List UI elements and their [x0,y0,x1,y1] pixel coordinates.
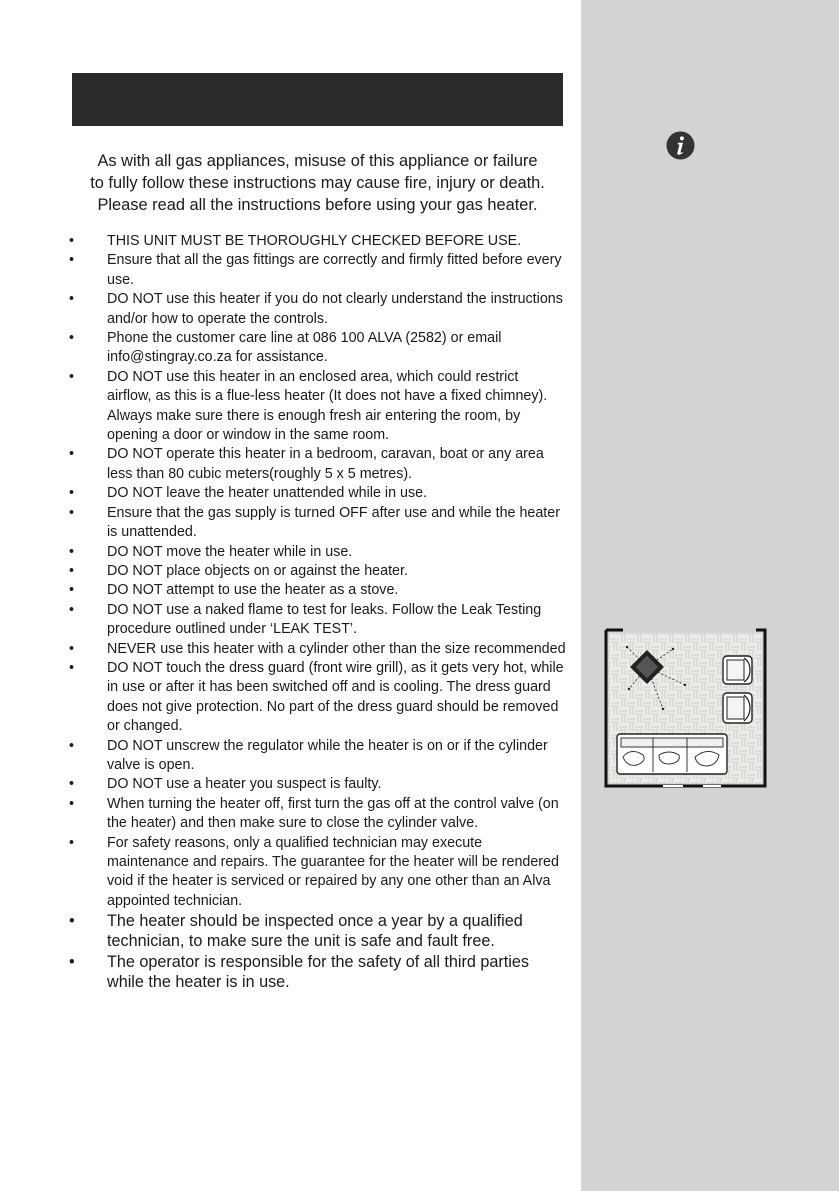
list-item-text: DO NOT move the heater while in use. [107,543,353,560]
list-item-text: DO NOT attempt to use the heater as a stove. [107,582,399,599]
intro-line: As with all gas appliances, misuse of this appliance or failure [97,152,538,170]
list-item [66,445,566,484]
bullet-dot: • [69,776,75,793]
bullet-dot: • [69,834,75,851]
bullet-dot: • [69,504,75,521]
bullet-dot: • [69,368,75,385]
info-icon [666,131,695,160]
bullet-dot: • [69,291,75,308]
list-item-text: The operator is responsible for the safety of all third parties while the heater is in use. [107,952,529,991]
list-item [66,251,566,290]
bullet-dot: • [69,795,75,812]
bullet-dot: • [69,330,75,347]
bullet-dot: • [69,543,75,560]
room-layout-diagram [603,627,768,790]
bullet-dot: • [69,446,75,463]
list-item [66,795,566,834]
list-item [66,562,566,581]
list-item-text: Ensure that all the gas fittings are correctly and firmly fitted before every use. [107,252,562,288]
bullet-dot: • [69,485,75,502]
list-item-text: DO NOT use a naked flame to test for leaks. Follow the Leak Testing procedure outlined under ‘LEAK TEST’. [107,601,542,638]
list-item [66,737,566,776]
bullet-dot: • [69,252,75,269]
list-item-text: DO NOT leave the heater unattended while in use. [107,485,428,502]
list-item-text: THIS UNIT MUST BE THOROUGHLY CHECKED BEFORE USE. [107,233,522,249]
list-item-text: For safety reasons, only a qualified technician may execute maintenance and repairs. The guarantee for the heater will be rendered void if the heater is serviced or repaired by any one other than an Alva appointed technician. [107,834,559,909]
intro-line: Please read all the instructions before using your gas heater. [97,196,538,214]
bullet-dot: • [69,659,75,676]
list-item [66,775,566,794]
section-header-bar [72,73,563,126]
list-item-text: DO NOT use a heater you suspect is faulty. [107,776,382,793]
list-item [66,329,566,368]
intro-warning [72,150,563,216]
bullet-dot: • [69,952,75,971]
list-item [66,834,566,912]
bullet-dot: • [69,233,75,249]
list-item [66,290,566,329]
bullet-dot: • [69,912,75,931]
list-item-text: DO NOT operate this heater in a bedroom, caravan, boat or any area less than 80 cubic meters(roughly 5 x 5 metres). [107,446,544,482]
list-item [66,232,566,251]
list-item [66,484,566,503]
list-item-text: Phone the customer care line at 086 100 ALVA (2582) or email info@stingray.co.za for assistance. [107,330,502,366]
list-item-text: DO NOT use this heater in an enclosed area, which could restrict airflow, as this is a flue-less heater (It does not have a fixed chimney). Always make sure there is enough fresh air entering the room, by opening a door or window in the same room. [107,368,548,444]
list-item [66,543,566,562]
list-item [66,504,566,543]
list-item [66,911,566,951]
list-item [66,601,566,640]
list-item-text: DO NOT touch the dress guard (front wire grill), as it gets very hot, while in use or after it has been switched off and is cooling. The dress guard does not give protection. No part of the dress guard should be removed or changed. [107,659,564,735]
bullet-dot: • [69,562,75,579]
list-item [66,952,566,992]
safety-instructions-list [66,232,566,992]
list-item-text: Ensure that the gas supply is turned OFF after use and while the heater is unattended. [107,504,560,541]
intro-line: to fully follow these instructions may cause fire, injury or death. [90,174,545,192]
bullet-dot: • [69,737,75,754]
bullet-dot: • [69,601,75,618]
list-item [66,640,566,659]
list-item-text: The heater should be inspected once a year by a qualified technician, to make sure the unit is safe and fault free. [107,912,523,951]
sidebar-panel [581,0,839,1191]
bullet-dot: • [69,640,75,657]
list-item-text: DO NOT place objects on or against the heater. [107,562,408,579]
list-item-text: DO NOT use this heater if you do not clearly understand the instructions and/or how to operate the controls. [107,291,563,327]
bullet-dot: • [69,582,75,599]
list-item-text: DO NOT unscrew the regulator while the heater is on or if the cylinder valve is open. [107,737,548,773]
list-item [66,581,566,600]
list-item [66,659,566,737]
list-item [66,368,566,446]
list-item-text: NEVER use this heater with a cylinder other than the size recommended [107,640,566,657]
list-item-text: When turning the heater off, first turn the gas off at the control valve (on the heater) and then make sure to close the cylinder valve. [107,795,559,832]
